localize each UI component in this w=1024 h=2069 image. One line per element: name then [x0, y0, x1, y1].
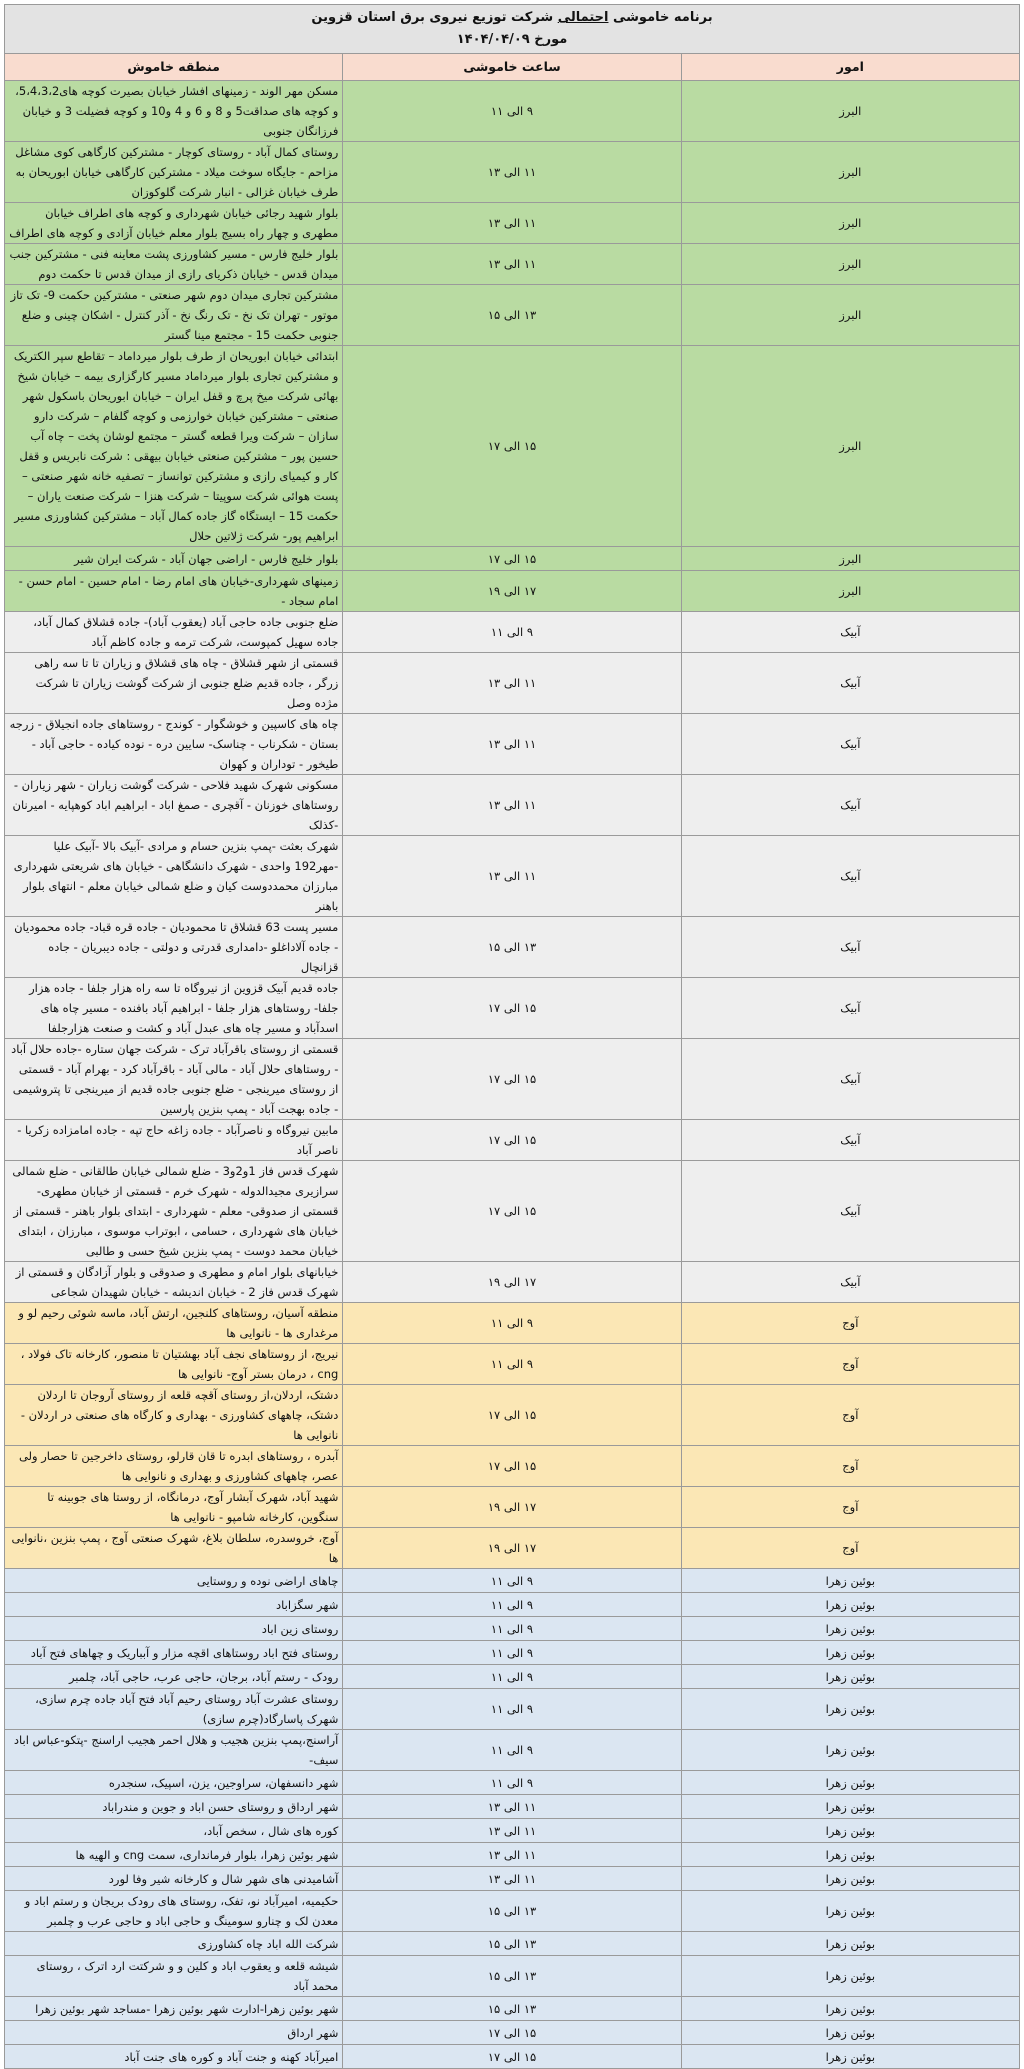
- row-time-cell: ۹ الی ۱۱: [343, 1665, 681, 1689]
- row-time-cell: ۱۱ الی ۱۳: [343, 1867, 681, 1891]
- row-area-cell: بلوار شهید رجائی خیابان شهرداری و کوچه های اطراف خیابان مطهری و چهار راه بسیج بلوار معلم خیابان آزادی و کوچه های اطراف: [5, 203, 343, 244]
- row-time-cell: ۱۵ الی ۱۷: [343, 346, 681, 547]
- row-time-cell: ۱۷ الی ۱۹: [343, 1487, 681, 1528]
- table-row: [5, 836, 1020, 917]
- row-umur-cell: آوج: [681, 1385, 1019, 1446]
- row-umur-cell: البرز: [681, 244, 1019, 285]
- table-row: [5, 142, 1020, 203]
- title-text-2: شرکت توزیع نیروی برق استان قزوین: [311, 10, 558, 25]
- row-umur-cell: البرز: [681, 81, 1019, 142]
- row-umur-cell: آبیک: [681, 836, 1019, 917]
- column-header-row: [5, 54, 1020, 81]
- row-area-cell: مابین نیروگاه و ناصرآباد - جاده زاغه حاج تپه - جاده امامزاده زکریا - ناصر آباد: [5, 1120, 343, 1161]
- table-row: [5, 1730, 1020, 1771]
- row-umur-cell: آبیک: [681, 714, 1019, 775]
- table-row: [5, 2021, 1020, 2045]
- row-umur-cell: آبیک: [681, 917, 1019, 978]
- table-row: [5, 203, 1020, 244]
- table-row: [5, 1262, 1020, 1303]
- row-time-cell: ۹ الی ۱۱: [343, 1344, 681, 1385]
- row-umur-cell: بوئین زهرا: [681, 1956, 1019, 1997]
- row-time-cell: ۱۳ الی ۱۵: [343, 1997, 681, 2021]
- row-umur-cell: البرز: [681, 547, 1019, 571]
- row-area-cell: آراسنج،پمپ بنزین هجیب و هلال احمر هجیب اراسنج -پتکو-عباس اباد سیف-: [5, 1730, 343, 1771]
- row-area-cell: ابتدائی خیابان ابوریحان از طرف بلوار میرداماد – تقاطع سپر الکتریک و مشترکین تجاری بلوار میرداماد مسیر کارگزاری بیمه – خیابان شیخ بهائی شرکت میخ پرچ و قفل ایران – خیابان ابوریحان باسکول شهر صنعتی – مشترکین خیابان خوارزمی و کوچه گلفام – شرکت دارو سازان – شرکت ویرا قطعه گستر – مجتمع لوشان پخت – چاه آب حسین پور – مشترکین صنعتی خیابان بیهقی : شرکت نابریس و قفل کار و کیمیای رازی و مشترکین توانساز – تصفیه خانه شهر صنعتی – پست هوائی شرکت سوپیتا – شرکت هنزا – شرکت صنعت یاران – حکمت 15 – ایستگاه گاز جاده کمال آباد – مشترکین کشاورزی مسیر ابراهیم پور- شرکت ژلاتین حلال: [5, 346, 343, 547]
- table-row: [5, 1161, 1020, 1262]
- row-area-cell: خیابانهای بلوار امام و مطهری و صدوقی و بلوار آزادگان و قسمتی از شهرک قدس فاز 2 - خیابان اندیشه - خیابان شهیدان شجاعی: [5, 1262, 343, 1303]
- table-row: [5, 1344, 1020, 1385]
- row-time-cell: ۱۱ الی ۱۳: [343, 203, 681, 244]
- row-time-cell: ۱۱ الی ۱۳: [343, 142, 681, 203]
- row-time-cell: ۹ الی ۱۱: [343, 1593, 681, 1617]
- outage-table: [4, 4, 1020, 2069]
- row-area-cell: دشتک، اردلان،از روستای آقچه قلعه از روستای آروجان تا اردلان دشتک، چاههای کشاورزی - بهداری و کارگاه های صنعتی در اردلان - نانوایی ها: [5, 1385, 343, 1446]
- row-area-cell: مسکونی شهرک شهید فلاحی - شرکت گوشت زیاران - شهر زیاران - روستاهای خوزنان - آقچری - صمغ اباد - ابراهیم اباد کوهپایه - امیرنان -کذلک: [5, 775, 343, 836]
- row-time-cell: ۱۳ الی ۱۵: [343, 1956, 681, 1997]
- row-time-cell: ۱۱ الی ۱۳: [343, 244, 681, 285]
- column-header-umur: امور: [681, 54, 1019, 81]
- row-time-cell: ۱۱ الی ۱۳: [343, 836, 681, 917]
- schedule-title: [9, 7, 1015, 29]
- row-area-cell: شهر ارداق: [5, 2021, 343, 2045]
- row-umur-cell: بوئین زهرا: [681, 1997, 1019, 2021]
- row-umur-cell: البرز: [681, 285, 1019, 346]
- row-umur-cell: آبیک: [681, 775, 1019, 836]
- row-umur-cell: بوئین زهرا: [681, 1730, 1019, 1771]
- row-area-cell: قسمتی از روستای باقرآباد ترک - شرکت جهان ستاره -جاده حلال آباد - روستاهای حلال آباد - مالی آباد - باقرآباد کرد - بهرام آباد - قسمتی از روستای میرینجی - ضلع جنوبی جاده قدیم از میرینجی تا پتروشیمی - جاده بهجت آباد - پمپ بنزین پارسین: [5, 1039, 343, 1120]
- row-umur-cell: آوج: [681, 1528, 1019, 1569]
- row-area-cell: مشترکین تجاری میدان دوم شهر صنعتی - مشترکین حکمت 9- تک تاز موتور - تهران تک نخ - تک رنگ نخ - آذر کنترل - اشکان چینی و ضلع جنوبی حکمت 15 - مجتمع مینا گستر: [5, 285, 343, 346]
- table-row: [5, 1689, 1020, 1730]
- table-row: [5, 1593, 1020, 1617]
- row-umur-cell: البرز: [681, 571, 1019, 612]
- row-area-cell: بلوار خلیج فارس - مسیر کشاورزی پشت معاینه فنی - مشترکین جنب میدان قدس - خیابان ذکریای رازی از میدان قدس تا حکمت دوم: [5, 244, 343, 285]
- row-umur-cell: آبیک: [681, 978, 1019, 1039]
- row-area-cell: زمینهای شهرداری-خیابان های امام رضا - امام حسین - امام حسن - امام سجاد -: [5, 571, 343, 612]
- row-time-cell: ۹ الی ۱۱: [343, 1771, 681, 1795]
- row-area-cell: آبدره ، روستاهای ابدره تا قان قارلو، روستای داخرجین تا حصار ولی عصر، چاههای کشاورزی و بهداری و نانوایی ها: [5, 1446, 343, 1487]
- table-row: [5, 1446, 1020, 1487]
- table-row: [5, 775, 1020, 836]
- row-umur-cell: آبیک: [681, 1262, 1019, 1303]
- row-umur-cell: بوئین زهرا: [681, 1593, 1019, 1617]
- row-umur-cell: بوئین زهرا: [681, 1932, 1019, 1956]
- row-umur-cell: آبیک: [681, 1161, 1019, 1262]
- row-time-cell: ۱۵ الی ۱۷: [343, 1385, 681, 1446]
- table-row: [5, 978, 1020, 1039]
- row-time-cell: ۱۳ الی ۱۵: [343, 917, 681, 978]
- row-area-cell: مسیر پست 63 قشلاق تا محمودیان - جاده قره قباد- جاده محمودیان - جاده آلاداغلو -دامداری قدرتی و دولتی - جاده دیبریان - جاده قزانچال: [5, 917, 343, 978]
- column-header-area: منطقه خاموش: [5, 54, 343, 81]
- row-umur-cell: بوئین زهرا: [681, 1689, 1019, 1730]
- row-area-cell: روستای زین اباد: [5, 1617, 343, 1641]
- table-row: [5, 1997, 1020, 2021]
- row-time-cell: ۱۵ الی ۱۷: [343, 547, 681, 571]
- row-area-cell: قسمتی از شهر قشلاق - چاه های قشلاق و زیاران تا تا سه راهی زرگر ، جاده قدیم ضلع جنوبی از شرکت گوشت زیاران تا شرکت مژده وصل: [5, 653, 343, 714]
- row-area-cell: روستای عشرت آباد روستای رحیم آباد فتح آباد جاده چرم سازی، شهرک پاسارگاد(چرم سازی): [5, 1689, 343, 1730]
- row-umur-cell: آوج: [681, 1446, 1019, 1487]
- table-row: [5, 714, 1020, 775]
- row-time-cell: ۹ الی ۱۱: [343, 1641, 681, 1665]
- row-area-cell: مسکن مهر الوند - زمینهای افشار خیابان بصیرت کوچه های5،4،3،2، و کوچه های صداقت5 و 8 و 6 و 4 و10 و کوچه فضیلت 3 و خیابان فرزانگان جنوبی: [5, 81, 343, 142]
- row-area-cell: کوره های شال ، سخص آباد،: [5, 1819, 343, 1843]
- table-row: [5, 1956, 1020, 1997]
- table-row: [5, 1819, 1020, 1843]
- row-time-cell: ۱۱ الی ۱۳: [343, 1795, 681, 1819]
- row-time-cell: ۱۵ الی ۱۷: [343, 2021, 681, 2045]
- row-umur-cell: آوج: [681, 1303, 1019, 1344]
- table-row: [5, 1771, 1020, 1795]
- table-row: [5, 653, 1020, 714]
- row-area-cell: روستای کمال آباد - روستای کوچار - مشترکین کارگاهی کوی مشاغل مزاحم - جایگاه سوخت میلاد - مشترکین کارگاهی خیابان ابوریحان به طرف خیابان غزالی - انبار شرکت گلوکوزان: [5, 142, 343, 203]
- row-umur-cell: البرز: [681, 142, 1019, 203]
- row-time-cell: ۱۷ الی ۱۹: [343, 1528, 681, 1569]
- row-umur-cell: بوئین زهرا: [681, 1867, 1019, 1891]
- row-area-cell: رودک - رستم آباد، برجان، حاجی عرب، حاجی آباد، چلمبر: [5, 1665, 343, 1689]
- row-time-cell: ۹ الی ۱۱: [343, 81, 681, 142]
- table-row: [5, 2045, 1020, 2069]
- outage-schedule-sheet: [4, 4, 1020, 2069]
- title-text-1: برنامه خاموشی: [608, 10, 713, 25]
- row-area-cell: چاه های کاسپین و خوشگوار - کوندج - روستاهای جاده انجیلاق - زرجه بستان - شکرناب - چناسک- سایین دره - نوده کیاده - حاجی آباد - طیخور - توداران و کهوان: [5, 714, 343, 775]
- row-area-cell: شهرک قدس فاز 1و2و3 - ضلع شمالی خیابان طالقانی - ضلع شمالی سرازیری مجیدالدوله - شهرک خرم - قسمتی از خیابان مطهری- قسمتی از صدوقی- معلم - شهرداری - ابتدای بلوار باهنر - قسمتی از خیابان های شهرداری ، حسامی ، ابوتراب موسوی ، مبارزان ، ابتدای خیابان محمد دوست - پمپ بنزین شیخ حسی و طالبی: [5, 1161, 343, 1262]
- row-time-cell: ۱۱ الی ۱۳: [343, 1843, 681, 1867]
- table-row: [5, 1528, 1020, 1569]
- table-row: [5, 1795, 1020, 1819]
- row-umur-cell: البرز: [681, 346, 1019, 547]
- row-area-cell: شهر سگزاباد: [5, 1593, 343, 1617]
- row-time-cell: ۱۳ الی ۱۵: [343, 285, 681, 346]
- row-umur-cell: آبیک: [681, 653, 1019, 714]
- row-time-cell: ۱۷ الی ۱۹: [343, 571, 681, 612]
- row-umur-cell: بوئین زهرا: [681, 1795, 1019, 1819]
- row-umur-cell: البرز: [681, 203, 1019, 244]
- row-umur-cell: آبیک: [681, 612, 1019, 653]
- row-area-cell: شرکت الله اباد چاه کشاورزی: [5, 1932, 343, 1956]
- table-row: [5, 1120, 1020, 1161]
- row-area-cell: بلوار خلیج فارس - اراضی جهان آباد - شرکت ایران شیر: [5, 547, 343, 571]
- row-time-cell: ۹ الی ۱۱: [343, 1303, 681, 1344]
- row-time-cell: ۹ الی ۱۱: [343, 612, 681, 653]
- row-umur-cell: بوئین زهرا: [681, 1819, 1019, 1843]
- table-row: [5, 917, 1020, 978]
- row-time-cell: ۹ الی ۱۱: [343, 1569, 681, 1593]
- table-row: [5, 571, 1020, 612]
- row-time-cell: ۱۱ الی ۱۳: [343, 775, 681, 836]
- row-time-cell: ۹ الی ۱۱: [343, 1730, 681, 1771]
- table-row: [5, 1569, 1020, 1593]
- row-time-cell: ۱۳ الی ۱۵: [343, 1932, 681, 1956]
- row-time-cell: ۱۵ الی ۱۷: [343, 1161, 681, 1262]
- row-area-cell: امیرآباد کهنه و جنت آباد و کوره های جنت آباد: [5, 2045, 343, 2069]
- table-row: [5, 1843, 1020, 1867]
- row-area-cell: شهر ارداق و روستای حسن اباد و جوین و مندراباد: [5, 1795, 343, 1819]
- schedule-date: مورخ ۱۴۰۴/۰۴/۰۹: [456, 32, 568, 47]
- row-umur-cell: بوئین زهرا: [681, 1771, 1019, 1795]
- table-row: [5, 547, 1020, 571]
- row-time-cell: ۱۱ الی ۱۳: [343, 653, 681, 714]
- row-time-cell: ۱۵ الی ۱۷: [343, 1446, 681, 1487]
- table-row: [5, 346, 1020, 547]
- row-umur-cell: بوئین زهرا: [681, 1569, 1019, 1593]
- table-row: [5, 285, 1020, 346]
- row-area-cell: شهر بوئین زهرا، بلوار فرمانداری، سمت cng و الهیه ها: [5, 1843, 343, 1867]
- row-time-cell: ۱۵ الی ۱۷: [343, 1120, 681, 1161]
- row-time-cell: ۱۵ الی ۱۷: [343, 1039, 681, 1120]
- row-umur-cell: آبیک: [681, 1039, 1019, 1120]
- row-time-cell: ۱۵ الی ۱۷: [343, 2045, 681, 2069]
- row-umur-cell: بوئین زهرا: [681, 1891, 1019, 1932]
- table-row: [5, 1665, 1020, 1689]
- row-umur-cell: بوئین زهرا: [681, 2045, 1019, 2069]
- row-time-cell: ۱۵ الی ۱۷: [343, 978, 681, 1039]
- row-time-cell: ۱۳ الی ۱۵: [343, 1891, 681, 1932]
- row-area-cell: نیریج، از روستاهای نجف آباد بهشتیان تا منصور، کارخانه تاک فولاد ، cng ، درمان بستر آوج- نانوایی ها: [5, 1344, 343, 1385]
- table-row: [5, 244, 1020, 285]
- row-umur-cell: آوج: [681, 1487, 1019, 1528]
- table-row: [5, 1617, 1020, 1641]
- row-area-cell: چاهای اراضی نوده و روستایی: [5, 1569, 343, 1593]
- title-row: [5, 5, 1020, 54]
- table-row: [5, 612, 1020, 653]
- row-area-cell: ضلع جنوبی جاده حاجی آباد (یعقوب آباد)- جاده قشلاق کمال آباد، جاده سهیل کمپوست، شرکت ترمه و جاده کاظم آباد: [5, 612, 343, 653]
- row-time-cell: ۱۱ الی ۱۳: [343, 714, 681, 775]
- row-area-cell: آوج، خروسدره، سلطان بلاغ، شهرک صنعتی آوج ، پمپ بنزین ،نانوایی ها: [5, 1528, 343, 1569]
- table-row: [5, 1891, 1020, 1932]
- row-umur-cell: بوئین زهرا: [681, 1843, 1019, 1867]
- table-row: [5, 1303, 1020, 1344]
- table-row: [5, 1487, 1020, 1528]
- row-umur-cell: بوئین زهرا: [681, 2021, 1019, 2045]
- row-time-cell: ۱۷ الی ۱۹: [343, 1262, 681, 1303]
- row-area-cell: شهر دانسفهان، سراوجین، یزن، اسپیک، سنجدره: [5, 1771, 343, 1795]
- row-time-cell: ۹ الی ۱۱: [343, 1617, 681, 1641]
- table-row: [5, 1867, 1020, 1891]
- title-underlined-word: احتمالی: [557, 10, 609, 25]
- table-row: [5, 1641, 1020, 1665]
- table-row: [5, 1385, 1020, 1446]
- row-area-cell: شهید آباد، شهرک آبشار آوج، درمانگاه، از روستا های جوبینه تا سنگوین، کارخانه شامپو - نانوایی ها: [5, 1487, 343, 1528]
- row-area-cell: جاده قدیم آبیک قزوین از نیروگاه تا سه راه هزار جلفا - جاده هزار جلفا- روستاهای هزار جلفا - ابراهیم آباد بافنده - مسیر چاه های اسدآباد و مسیر چاه های عبدل آباد و کشت و صنعت هزارجلفا: [5, 978, 343, 1039]
- row-umur-cell: بوئین زهرا: [681, 1641, 1019, 1665]
- row-time-cell: ۱۱ الی ۱۳: [343, 1819, 681, 1843]
- title-cell: [5, 5, 1020, 54]
- row-area-cell: شهرک بعثت -پمپ بنزین حسام و مرادی -آبیک بالا -آبیک علیا -مهر192 واحدی - شهرک دانشگاهی - خیابان های شریعتی شهرداری مبارزان محمددوست کیان و ضلع شمالی خیابان معلم - انتهای بلوار باهنر: [5, 836, 343, 917]
- row-time-cell: ۹ الی ۱۱: [343, 1689, 681, 1730]
- table-row: [5, 1932, 1020, 1956]
- row-umur-cell: آوج: [681, 1344, 1019, 1385]
- column-header-time: ساعت خاموشی: [343, 54, 681, 81]
- table-row: [5, 81, 1020, 142]
- row-area-cell: منطقه آسیان، روستاهای کلنجین، ارتش آباد، ماسه شوئی رحیم لو و مرغداری ها - نانوایی ها: [5, 1303, 343, 1344]
- row-umur-cell: آبیک: [681, 1120, 1019, 1161]
- table-row: [5, 1039, 1020, 1120]
- row-umur-cell: بوئین زهرا: [681, 1665, 1019, 1689]
- row-umur-cell: بوئین زهرا: [681, 1617, 1019, 1641]
- row-area-cell: حکیمیه، امیرآباد نو، تفک، روستای های رودک بریجان و رستم اباد و معدن لک و چنارو سومینگ و حاجی اباد و حاجی عرب و چلمبر: [5, 1891, 343, 1932]
- row-area-cell: آشامیدنی های شهر شال و کارخانه شیر وفا لورد: [5, 1867, 343, 1891]
- row-area-cell: روستای فتح اباد روستاهای اقچه مزار و آبباریک و چهاهای فتح آباد: [5, 1641, 343, 1665]
- row-area-cell: شهر بوئین زهرا-ادارت شهر بوئین زهرا -مساجد شهر بوئین زهرا: [5, 1997, 343, 2021]
- row-area-cell: شیشه قلعه و یعقوب اباد و کلین و و شرکتت ارد اترک ، روستای محمد آباد: [5, 1956, 343, 1997]
